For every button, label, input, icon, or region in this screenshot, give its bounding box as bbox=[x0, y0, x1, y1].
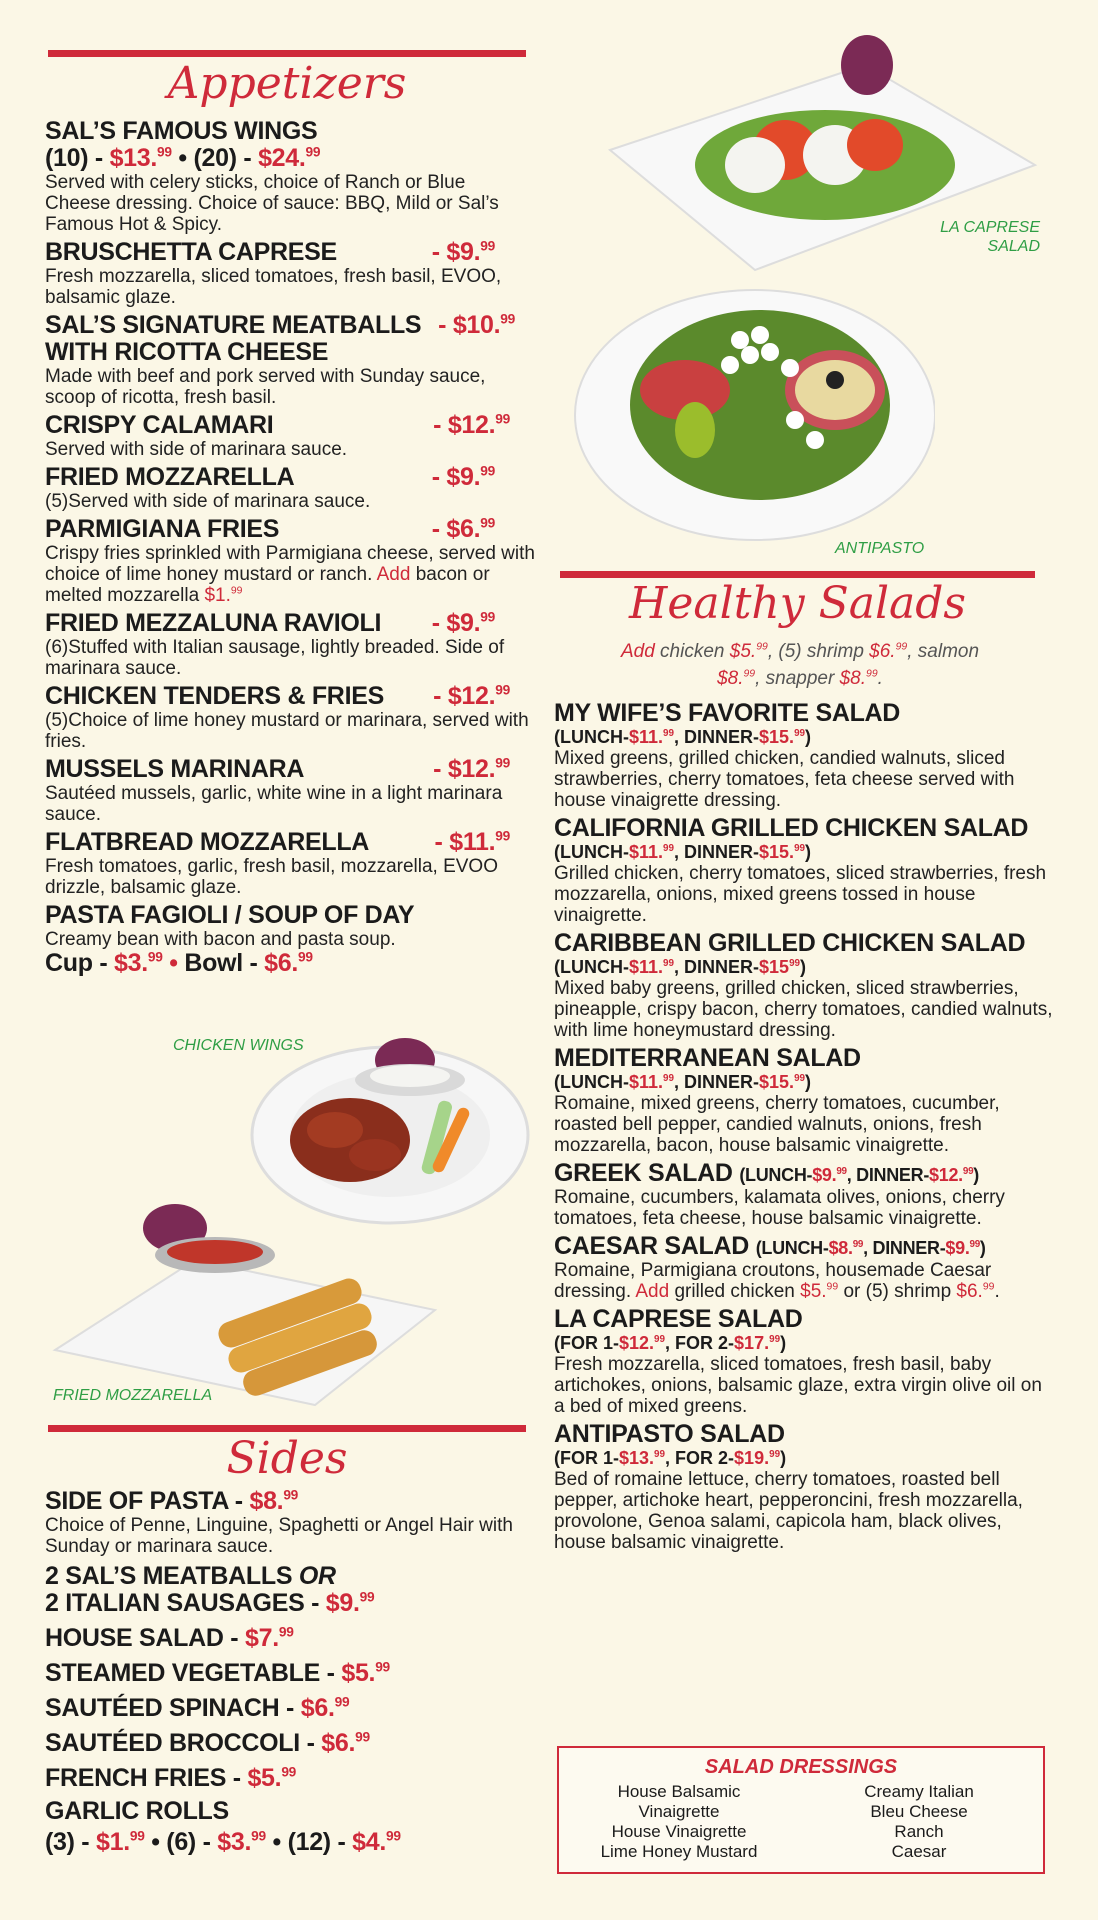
appetizers-list bbox=[45, 118, 535, 977]
item-price: - $9.99 bbox=[431, 238, 495, 266]
item-desc: Served with side of marinara sauce. bbox=[45, 439, 348, 460]
item-desc bbox=[45, 543, 535, 606]
side-name: SAUTÉED BROCCOLI - bbox=[45, 1729, 322, 1757]
salads-addons: Add chicken $5.99, (5) shrimp $6.99, salmon $8.99, snapper $8.99. bbox=[620, 641, 980, 689]
item-name bbox=[45, 1563, 545, 1590]
dressing-item: House Vinaigrette bbox=[611, 1822, 747, 1841]
salad-dressings-box bbox=[557, 1746, 1045, 1874]
add-price: $1.99 bbox=[204, 585, 243, 606]
side-name: SIDE OF PASTA - bbox=[45, 1487, 250, 1515]
item-desc-text: Romaine, Parmigiana croutons, housemade Caesar dressing. bbox=[554, 1260, 992, 1302]
appetizers-title: Appetizers bbox=[167, 58, 407, 109]
item-price: - $12.99 bbox=[433, 755, 510, 783]
caption-la-caprese: LA CAPRESE SALAD bbox=[940, 219, 1040, 255]
add-label: Add bbox=[376, 564, 411, 585]
menu-item bbox=[45, 902, 535, 977]
dressing-item: Caesar bbox=[891, 1842, 947, 1861]
item-name: SAL’S SIGNATURE MEATBALLS bbox=[45, 311, 422, 339]
item-name: ANTIPASTO SALAD bbox=[554, 1420, 785, 1448]
item-name: SIDE OF PASTA - $8.99 bbox=[45, 1487, 299, 1515]
item-name: MEDITERRANEAN SALAD bbox=[554, 1044, 861, 1072]
salads-title: Healthy Salads bbox=[628, 578, 966, 629]
item-desc: Romaine, Parmigiana croutons, housemade Caesar dressing. Add grilled chicken $5.99 or (5) shrimp $6.99. bbox=[554, 1260, 1000, 1302]
item-name: CALIFORNIA GRILLED CHICKEN SALAD bbox=[554, 814, 1029, 842]
caption-chicken-wings: CHICKEN WINGS bbox=[173, 1037, 304, 1054]
item-desc: Romaine, mixed greens, cherry tomatoes, cucumber, roasted bell pepper, candied walnuts, onions, fresh mozzarella, bacon, house balsamic vinaigrette. bbox=[554, 1093, 1000, 1156]
item-prices: (LUNCH-$11.99, DINNER-$15.99) bbox=[554, 727, 812, 747]
dressing-item: Bleu Cheese bbox=[870, 1802, 968, 1821]
item-desc: Fresh mozzarella, sliced tomatoes, fresh basil, baby artichokes, onions, balsamic glaze, extra virgin olive oil on a bed of mixed greens. bbox=[554, 1354, 1042, 1417]
side-item: STEAMED VEGETABLE - $5.99 bbox=[45, 1659, 390, 1687]
salad-item bbox=[554, 1233, 1054, 1302]
item-name: FRIED MEZZALUNA RAVIOLI bbox=[45, 609, 382, 637]
item-desc: (6)Stuffed with Italian sausage, lightly breaded. Side of marinara sauce. bbox=[45, 637, 505, 679]
item-prices: (LUNCH-$8.99, DINNER-$9.99) bbox=[755, 1238, 986, 1258]
dressings-title: SALAD DRESSINGS bbox=[704, 1756, 898, 1778]
item-desc: Mixed greens, grilled chicken, candied walnuts, sliced strawberries, cherry tomatoes, feta cheese served with house vinaigrette dressing. bbox=[554, 748, 1015, 811]
item-desc-text: Crispy fries sprinkled with Parmigiana cheese, served with choice of lime honey mustard or ranch. bbox=[45, 543, 535, 585]
item-desc: Grilled chicken, cherry tomatoes, sliced strawberries, fresh mozzarella, onions, mixed greens tossed in house vinaigrette. bbox=[554, 863, 1047, 926]
side-item bbox=[45, 1563, 545, 1617]
salad-item bbox=[554, 1160, 1054, 1229]
item-desc: Creamy bean with bacon and pasta soup. bbox=[45, 929, 396, 950]
item-name: SAL’S FAMOUS WINGS bbox=[45, 117, 318, 145]
item-name-line2: WITH RICOTTA CHEESE bbox=[45, 338, 329, 366]
dressing-item: Ranch bbox=[894, 1822, 944, 1841]
salad-item bbox=[554, 930, 1054, 1041]
side-item: FRENCH FRIES - $5.99 bbox=[45, 1764, 297, 1792]
side-name: GARLIC ROLLS bbox=[45, 1797, 229, 1825]
item-name: MUSSELS MARINARA bbox=[45, 755, 305, 783]
item-name-line2: 2 ITALIAN SAUSAGES - $9.99 bbox=[45, 1589, 375, 1617]
salad-name: CAESAR SALAD bbox=[554, 1232, 750, 1260]
salad-item bbox=[554, 1045, 1054, 1156]
salad-item bbox=[554, 815, 1054, 926]
item-price-line: Cup - $3.99 • Bowl - $6.99 bbox=[45, 949, 313, 977]
sides-title: Sides bbox=[226, 1433, 348, 1484]
antipasto-photo bbox=[565, 280, 935, 545]
item-desc: Mixed baby greens, grilled chicken, sliced strawberries, pineapple, crispy bacon, cherry tomatoes, candied walnuts, with lime honeymustard dressing. bbox=[554, 978, 1053, 1041]
menu-item bbox=[45, 464, 535, 512]
sides-list bbox=[45, 1488, 545, 1856]
menu-item bbox=[45, 118, 535, 235]
menu-item bbox=[45, 610, 535, 679]
item-desc: Sautéed mussels, garlic, white wine in a light marinara sauce. bbox=[45, 783, 503, 825]
item-desc: Choice of Penne, Linguine, Spaghetti or Angel Hair with Sunday or marinara sauce. bbox=[45, 1515, 513, 1557]
menu-item bbox=[45, 312, 535, 408]
dressing-item: House Balsamic Vinaigrette bbox=[617, 1782, 741, 1821]
item-price: - $12.99 bbox=[433, 411, 510, 439]
item-prices: (LUNCH-$11.99, DINNER-$\$15^{99}$) bbox=[554, 957, 807, 977]
salad-item bbox=[554, 1306, 1054, 1417]
dressings-left bbox=[579, 1782, 779, 1862]
add-price: $6.99 bbox=[956, 1281, 995, 1302]
chicken-wings-photo bbox=[240, 1020, 540, 1230]
item-name: BRUSCHETTA CAPRESE bbox=[45, 238, 337, 266]
fried-mozzarella-photo bbox=[45, 1200, 445, 1410]
salad-name: GREEK SALAD bbox=[554, 1159, 733, 1187]
item-name: LA CAPRESE SALAD bbox=[554, 1305, 803, 1333]
item-name: CHICKEN TENDERS & FRIES bbox=[45, 682, 384, 710]
dressings-right bbox=[819, 1782, 1019, 1862]
side-name: 2 SAL’S MEATBALLS bbox=[45, 1562, 293, 1590]
item-name bbox=[554, 1233, 1054, 1260]
item-name: MY WIFE’S FAVORITE SALAD bbox=[554, 699, 901, 727]
item-name bbox=[554, 1160, 1054, 1187]
item-prices: (FOR 1-$12.99, FOR 2-$17.99) bbox=[554, 1333, 787, 1353]
salad-item bbox=[554, 700, 1054, 811]
menu-item bbox=[45, 239, 535, 308]
caption-antipasto: ANTIPASTO bbox=[835, 540, 925, 557]
add-text: bacon or melted mozzarella bbox=[45, 564, 490, 606]
side-name: FRENCH FRIES - bbox=[45, 1764, 248, 1792]
item-desc: (5)Served with side of marinara sauce. bbox=[45, 491, 371, 512]
menu-item bbox=[45, 516, 535, 606]
menu-item bbox=[45, 756, 535, 825]
item-desc: Served with celery sticks, choice of Ranch or Blue Cheese dressing. Choice of sauce: BBQ, Mild or Sal’s Famous Hot & Spicy. bbox=[45, 172, 499, 235]
side-item: SAUTÉED SPINACH - $6.99 bbox=[45, 1694, 350, 1722]
item-price: - $11.99 bbox=[434, 828, 510, 856]
sides-top-rule bbox=[48, 1425, 526, 1432]
caption-fried-mozzarella: FRIED MOZZARELLA bbox=[53, 1387, 213, 1404]
side-item: SAUTÉED BROCCOLI - $6.99 bbox=[45, 1729, 370, 1757]
item-desc: Bed of romaine lettuce, cherry tomatoes, roasted bell pepper, artichoke heart, pepperoncini, fresh mozzarella, provolone, Genoa salami, capicola ham, black olives, house balsamic vinaigrette. bbox=[554, 1469, 1023, 1553]
salads-list bbox=[554, 700, 1054, 1553]
side-name: 2 ITALIAN SAUSAGES - bbox=[45, 1589, 326, 1617]
item-name: CRISPY CALAMARI bbox=[45, 411, 274, 439]
item-price: - $9.99 bbox=[431, 609, 495, 637]
item-price-line: (10) - $13.99 • (20) - $24.99 bbox=[45, 144, 321, 172]
dressing-item: Creamy Italian bbox=[864, 1782, 974, 1801]
side-item: HOUSE SALAD - $7.99 bbox=[45, 1624, 294, 1652]
add-text: or (5) shrimp bbox=[843, 1281, 952, 1302]
item-prices: (LUNCH-$11.99, DINNER-$15.99) bbox=[554, 1072, 812, 1092]
appetizers-top-rule bbox=[48, 50, 526, 57]
item-name: FLATBREAD MOZZARELLA bbox=[45, 828, 370, 856]
item-name: PARMIGIANA FRIES bbox=[45, 515, 280, 543]
add-label: Add bbox=[635, 1281, 670, 1302]
item-price: - $10.99 bbox=[438, 311, 515, 339]
side-name: STEAMED VEGETABLE - bbox=[45, 1659, 342, 1687]
item-name: CARIBBEAN GRILLED CHICKEN SALAD bbox=[554, 929, 1026, 957]
salad-item bbox=[554, 1421, 1054, 1553]
item-desc: (5)Choice of lime honey mustard or marinara, served with fries. bbox=[45, 710, 529, 752]
dressing-item: Lime Honey Mustard bbox=[600, 1842, 758, 1861]
menu-item bbox=[45, 412, 535, 460]
item-prices: (LUNCH-$11.99, DINNER-$15.99) bbox=[554, 842, 812, 862]
salads-top-rule bbox=[560, 571, 1035, 578]
item-desc: Fresh mozzarella, sliced tomatoes, fresh basil, EVOO, balsamic glaze. bbox=[45, 266, 502, 308]
side-name: HOUSE SALAD - bbox=[45, 1624, 245, 1652]
item-price: - $6.99 bbox=[431, 515, 495, 543]
item-prices: (FOR 1-$13.99, FOR 2-$19.99) bbox=[554, 1448, 787, 1468]
add-price: $5.99 bbox=[800, 1281, 839, 1302]
side-item bbox=[45, 1488, 545, 1557]
item-price: - $9.99 bbox=[431, 463, 495, 491]
item-price: - $12.99 bbox=[433, 682, 510, 710]
item-price-line: (3) - $1.99 • (6) - $3.99 • (12) - $4.99 bbox=[45, 1828, 401, 1856]
item-desc: Made with beef and pork served with Sunday sauce, scoop of ricotta, fresh basil. bbox=[45, 366, 486, 408]
menu-item bbox=[45, 829, 535, 898]
menu-item bbox=[45, 683, 535, 752]
side-item bbox=[45, 1798, 545, 1856]
side-name: SAUTÉED SPINACH - bbox=[45, 1694, 301, 1722]
item-desc: Romaine, cucumbers, kalamata olives, onions, cherry tomatoes, feta cheese, house balsamic vinaigrette. bbox=[554, 1187, 1005, 1229]
add-text: grilled chicken bbox=[674, 1281, 795, 1302]
or-text: OR bbox=[298, 1562, 336, 1590]
item-name: PASTA FAGIOLI / SOUP OF DAY bbox=[45, 901, 415, 929]
item-name: FRIED MOZZARELLA bbox=[45, 463, 295, 491]
item-desc: Fresh tomatoes, garlic, fresh basil, mozzarella, EVOO drizzle, balsamic glaze. bbox=[45, 856, 498, 898]
item-prices: (LUNCH-$9.99, DINNER-$12.99) bbox=[739, 1165, 979, 1185]
